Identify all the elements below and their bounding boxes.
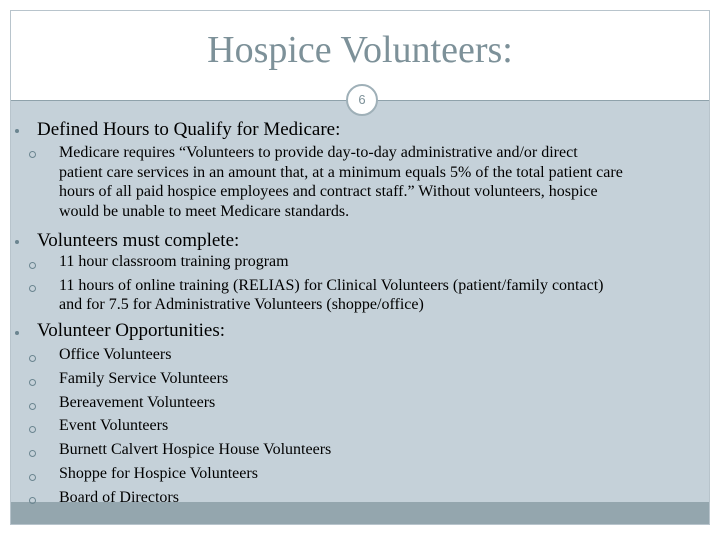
bullet-dot-icon	[15, 129, 19, 133]
section-heading-opportunities: Volunteer Opportunities:	[37, 320, 226, 341]
list-item: Burnett Calvert Hospice House Volunteers	[59, 441, 332, 458]
paragraph-line: patient care services in an amount that, at a minimum equals 5% of the total patient care	[59, 164, 623, 181]
bullet-dot-icon	[15, 240, 19, 244]
bullet-circle-icon	[29, 403, 36, 410]
bullet-circle-icon	[29, 426, 36, 433]
bullet-circle-icon	[29, 151, 36, 158]
slide-number-badge: 6	[346, 84, 378, 116]
bullet-dot-icon	[15, 331, 19, 335]
list-item: Board of Directors	[59, 489, 179, 506]
bullet-circle-icon	[29, 285, 36, 292]
paragraph-line: hours of all paid hospice employees and contract staff.” Without volunteers, hospice	[59, 183, 598, 200]
paragraph-line: would be unable to meet Medicare standards.	[59, 203, 350, 220]
bullet-circle-icon	[29, 262, 36, 269]
paragraph-line: Medicare requires “Volunteers to provide day-to-day administrative and/or direct	[59, 144, 578, 161]
list-item: Family Service Volunteers	[59, 370, 229, 387]
list-item: Office Volunteers	[59, 346, 172, 363]
list-item: 11 hour classroom training program	[59, 253, 289, 270]
list-item: Event Volunteers	[59, 417, 169, 434]
bullet-circle-icon	[29, 450, 36, 457]
bullet-circle-icon	[29, 379, 36, 386]
section-heading-medicare: Defined Hours to Qualify for Medicare:	[37, 119, 341, 140]
bullet-circle-icon	[29, 497, 36, 504]
list-item: Shoppe for Hospice Volunteers	[59, 465, 258, 482]
bullet-circle-icon	[29, 474, 36, 481]
section-heading-complete: Volunteers must complete:	[37, 230, 240, 251]
list-item-continuation: and for 7.5 for Administrative Volunteers (shoppe/office)	[59, 296, 424, 313]
bullet-circle-icon	[29, 355, 36, 362]
list-item: Bereavement Volunteers	[59, 394, 216, 411]
slide-title: Hospice Volunteers:	[207, 29, 513, 71]
list-item: 11 hours of online training (RELIAS) for Clinical Volunteers (patient/family contact)	[59, 277, 604, 294]
